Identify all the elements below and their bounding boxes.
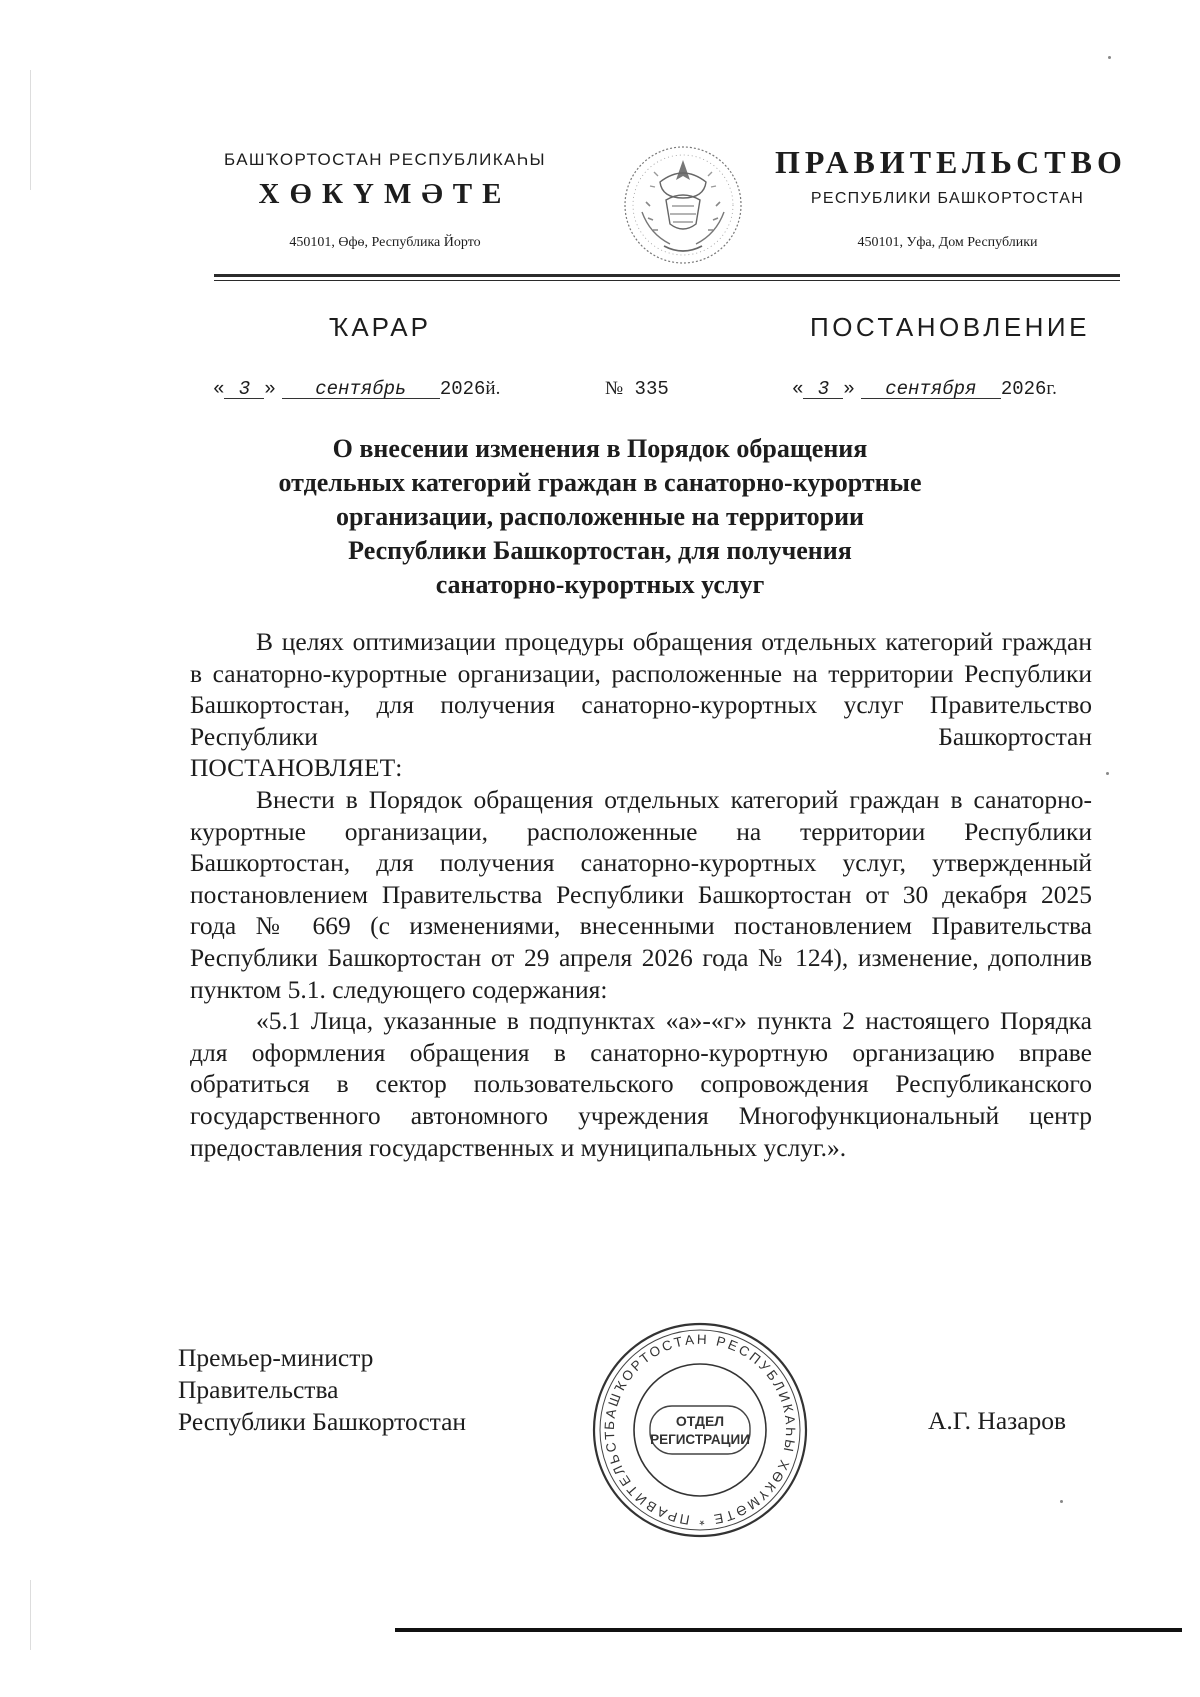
date-left-day: 3 <box>224 380 264 399</box>
document-number <box>605 378 669 400</box>
body-paragraph-preamble: В целях оптимизации процедуры обращения отдельных категорий граждан в санаторно-курортные организации, расположенные на территории Республики Башкортостан, для получения санаторно-курортных услуг Правительство Республики Башкортостан <box>190 627 1092 751</box>
date-left-month: сентябрь <box>282 380 440 399</box>
letterhead-left-title: БАШҠОРТОСТАН РЕСПУБЛИКАҺЫ <box>224 150 546 169</box>
stamp-outer-text: БАШҠОРТОСТАН РЕСПУБЛИКАҺЫ ХӨКҮМӘТЕ * ПРАВИТЕЛЬСТ <box>601 1331 799 1529</box>
stamp-center-line2: РЕГИСТРАЦИИ <box>650 1432 750 1447</box>
title-line: отдельных категорий граждан в санаторно-курортные <box>278 468 922 497</box>
stamp-center-line1: ОТДЕЛ <box>675 1413 725 1429</box>
document-title <box>170 432 1030 602</box>
title-line: санаторно-курортных услуг <box>435 570 765 599</box>
doc-type-bashkir: ҠАРАР <box>329 312 431 342</box>
scan-speck <box>1060 1500 1063 1503</box>
date-left-close-quote: » <box>264 378 276 400</box>
date-right-month: сентября <box>861 380 1001 399</box>
date-right <box>792 378 1057 400</box>
header-divider-thick <box>214 274 1120 277</box>
letterhead-right-title: ПРАВИТЕЛЬСТВО <box>775 144 1127 180</box>
scan-edge-mark <box>30 1580 31 1650</box>
scan-speck <box>1106 772 1109 775</box>
header-divider-thin <box>214 280 1120 281</box>
title-line: Республики Башкортостан, для получения <box>348 536 852 565</box>
letterhead-left-government: ХӨКҮМӘТЕ <box>258 178 512 210</box>
document-body <box>190 626 1092 1163</box>
letterhead-right-address: 450101, Уфа, Дом Республики <box>857 235 1038 250</box>
body-paragraph-amendment: Внести в Порядок обращения отдельных категорий граждан в санаторно-курортные организации, расположенные на территории Республики Башкортостан, для получения санаторно-курортных услуг, утвержденный постановлением Правительства Республики Башкортостан от 30 декабря 2025 года № 669 (с изменениями, внесенными постановлением Правительства Республики Башкортостан от 29 апреля 2026 года № 124), изменение, дополнив пунктом 5.1. следующего содержания: <box>190 784 1092 1004</box>
date-right-open-quote: « <box>792 378 804 400</box>
date-left-year: 2026 <box>439 378 486 400</box>
signatory-position <box>178 1342 466 1438</box>
scan-speck <box>1108 56 1111 59</box>
title-line: О внесении изменения в Порядок обращения <box>332 434 868 463</box>
signatory-name: А.Г. Назаров <box>928 1406 1067 1435</box>
document-number-sign: № <box>605 378 624 399</box>
date-right-day: 3 <box>803 380 843 399</box>
registration-stamp <box>588 1318 812 1542</box>
date-left-suffix: й. <box>485 378 501 399</box>
letterhead-left-address: 450101, Өфө, Республика Йорто <box>289 235 481 250</box>
date-right-year: 2026 <box>1000 378 1047 400</box>
signatory-position-line: Правительства <box>178 1375 339 1404</box>
signatory-position-line: Республики Башкортостан <box>178 1407 467 1436</box>
letterhead-right-subtitle: РЕСПУБЛИКИ БАШКОРТОСТАН <box>810 190 1085 207</box>
coat-of-arms-emblem-icon <box>620 142 746 268</box>
date-right-suffix: г. <box>1046 378 1057 399</box>
document-number-value: 335 <box>634 378 669 400</box>
body-resolution-word: ПОСТАНОВЛЯЕТ: <box>190 753 403 783</box>
doc-type-russian: ПОСТАНОВЛЕНИЕ <box>810 312 1090 342</box>
date-left <box>213 378 500 400</box>
signatory-position-line: Премьер-министр <box>178 1343 374 1372</box>
date-left-open-quote: « <box>213 378 225 400</box>
scan-edge-mark <box>30 70 31 190</box>
scan-bottom-line <box>395 1628 1182 1632</box>
body-paragraph-new-clause: «5.1 Лица, указанные в подпунктах «а»-«г» пункта 2 настоящего Порядка для оформления обращения в санаторно-курортную организацию вправе обратиться в сектор пользовательского сопровождения Республиканского государственного автономного учреждения Многофункциональный центр предоставления государственных и муниципальных услуг.». <box>190 1006 1092 1162</box>
date-right-close-quote: » <box>843 378 855 400</box>
title-line: организации, расположенные на территории <box>335 502 865 531</box>
